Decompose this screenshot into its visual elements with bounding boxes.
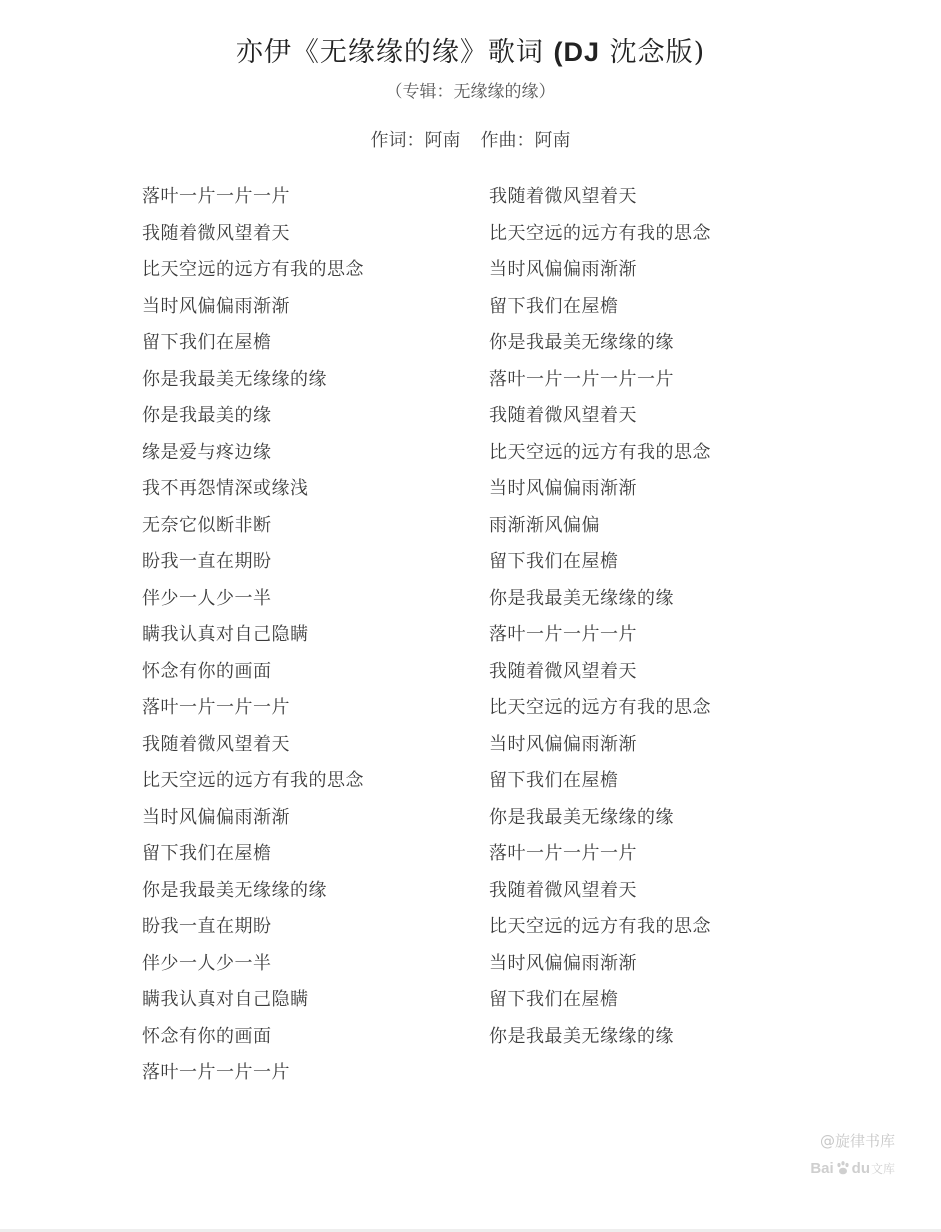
- title-dj: (DJ: [553, 37, 600, 67]
- lyric-line: 你是我最美无缘缘的缘: [489, 806, 674, 828]
- lyric-line: 你是我最美的缘: [142, 405, 272, 426]
- lyric-line: 我随着微风望着天: [489, 186, 637, 207]
- logo-wenku-text: 文库: [870, 1161, 895, 1176]
- album-subtitle: （专辑：无缘缘的缘）: [385, 82, 556, 102]
- title-version: 沈念版): [599, 37, 706, 68]
- lyric-line: 留下我们在屋檐: [489, 989, 619, 1010]
- lyric-line: 雨渐渐风偏偏: [489, 514, 600, 536]
- lyric-line: 伴少一人少一半: [142, 587, 272, 609]
- lyric-line: 当时风偏偏雨渐渐: [489, 952, 637, 974]
- lyric-line: 伴少一人少一半: [142, 952, 272, 974]
- logo-du-text: du: [851, 1159, 870, 1177]
- lyric-line: 当时风偏偏雨渐渐: [142, 806, 290, 828]
- baidu-wenku-logo: [810, 1157, 895, 1179]
- lyric-line: 比天空远的远方有我的思念: [142, 259, 364, 280]
- lyric-line: 无奈它似断非断: [142, 514, 272, 536]
- lyric-line: 落叶一片一片一片: [142, 1062, 290, 1083]
- lyric-line: 我随着微风望着天: [489, 660, 637, 682]
- composer-credit: 作曲：阿南: [480, 130, 571, 151]
- lyric-line: 缘是爱与疼边缘: [142, 441, 272, 463]
- lyric-line: 落叶一片一片一片: [489, 843, 637, 864]
- lyric-line: 你是我最美无缘缘的缘: [489, 332, 674, 353]
- lyrics-column-right: [489, 185, 711, 1061]
- lyric-line: 我随着微风望着天: [142, 733, 290, 755]
- lyric-line: 瞒我认真对自己隐瞒: [142, 624, 309, 645]
- lyric-line: 落叶一片一片一片: [489, 624, 637, 645]
- lyric-line: 比天空远的远方有我的思念: [489, 441, 711, 463]
- paw-icon: [835, 1160, 851, 1176]
- lyric-line: 落叶一片一片一片: [142, 697, 290, 718]
- lyricist-credit: 作词：阿南: [370, 130, 461, 151]
- lyric-line: 我随着微风望着天: [489, 879, 637, 901]
- lyric-line: 当时风偏偏雨渐渐: [489, 478, 637, 499]
- lyric-line: 比天空远的远方有我的思念: [142, 770, 364, 791]
- lyric-line: 盼我一直在期盼: [142, 551, 272, 572]
- lyric-line: 留下我们在屋檐: [489, 295, 619, 317]
- lyric-line: 我不再怨情深或缘浅: [142, 478, 309, 499]
- lyric-line: 留下我们在屋檐: [489, 770, 619, 791]
- lyric-line: 怀念有你的画面: [142, 660, 272, 682]
- lyric-line: 盼我一直在期盼: [142, 916, 272, 937]
- lyric-line: 留下我们在屋檐: [142, 843, 272, 864]
- source-watermark: @旋律书库: [819, 1132, 895, 1150]
- page-title: [0, 30, 941, 69]
- title-main: 亦伊《无缘缘的缘》歌词: [235, 37, 554, 68]
- lyric-line: 留下我们在屋檐: [489, 551, 619, 572]
- lyric-line: 当时风偏偏雨渐渐: [489, 259, 637, 280]
- lyric-line: 当时风偏偏雨渐渐: [142, 295, 290, 317]
- lyric-line: 你是我最美无缘缘的缘: [489, 1025, 674, 1047]
- lyric-line: 你是我最美无缘缘的缘: [489, 587, 674, 609]
- lyric-line: 留下我们在屋檐: [142, 332, 272, 353]
- lyric-line: 我随着微风望着天: [489, 405, 637, 426]
- lyrics-column-left: [142, 185, 364, 1098]
- lyric-line: 瞒我认真对自己隐瞒: [142, 989, 309, 1010]
- lyric-line: 比天空远的远方有我的思念: [489, 916, 711, 937]
- lyric-line: 落叶一片一片一片: [142, 186, 290, 207]
- lyric-line: 你是我最美无缘缘的缘: [142, 879, 327, 901]
- lyric-line: 当时风偏偏雨渐渐: [489, 733, 637, 755]
- lyric-line: 怀念有你的画面: [142, 1025, 272, 1047]
- lyric-line: 我随着微风望着天: [142, 222, 290, 244]
- lyric-line: 比天空远的远方有我的思念: [489, 697, 711, 718]
- lyric-line: 比天空远的远方有我的思念: [489, 222, 711, 244]
- lyric-line: 落叶一片一片一片一片: [489, 368, 674, 390]
- logo-bai-text: Bai: [810, 1159, 834, 1177]
- lyric-line: 你是我最美无缘缘的缘: [142, 368, 327, 390]
- credits-line: [0, 126, 941, 152]
